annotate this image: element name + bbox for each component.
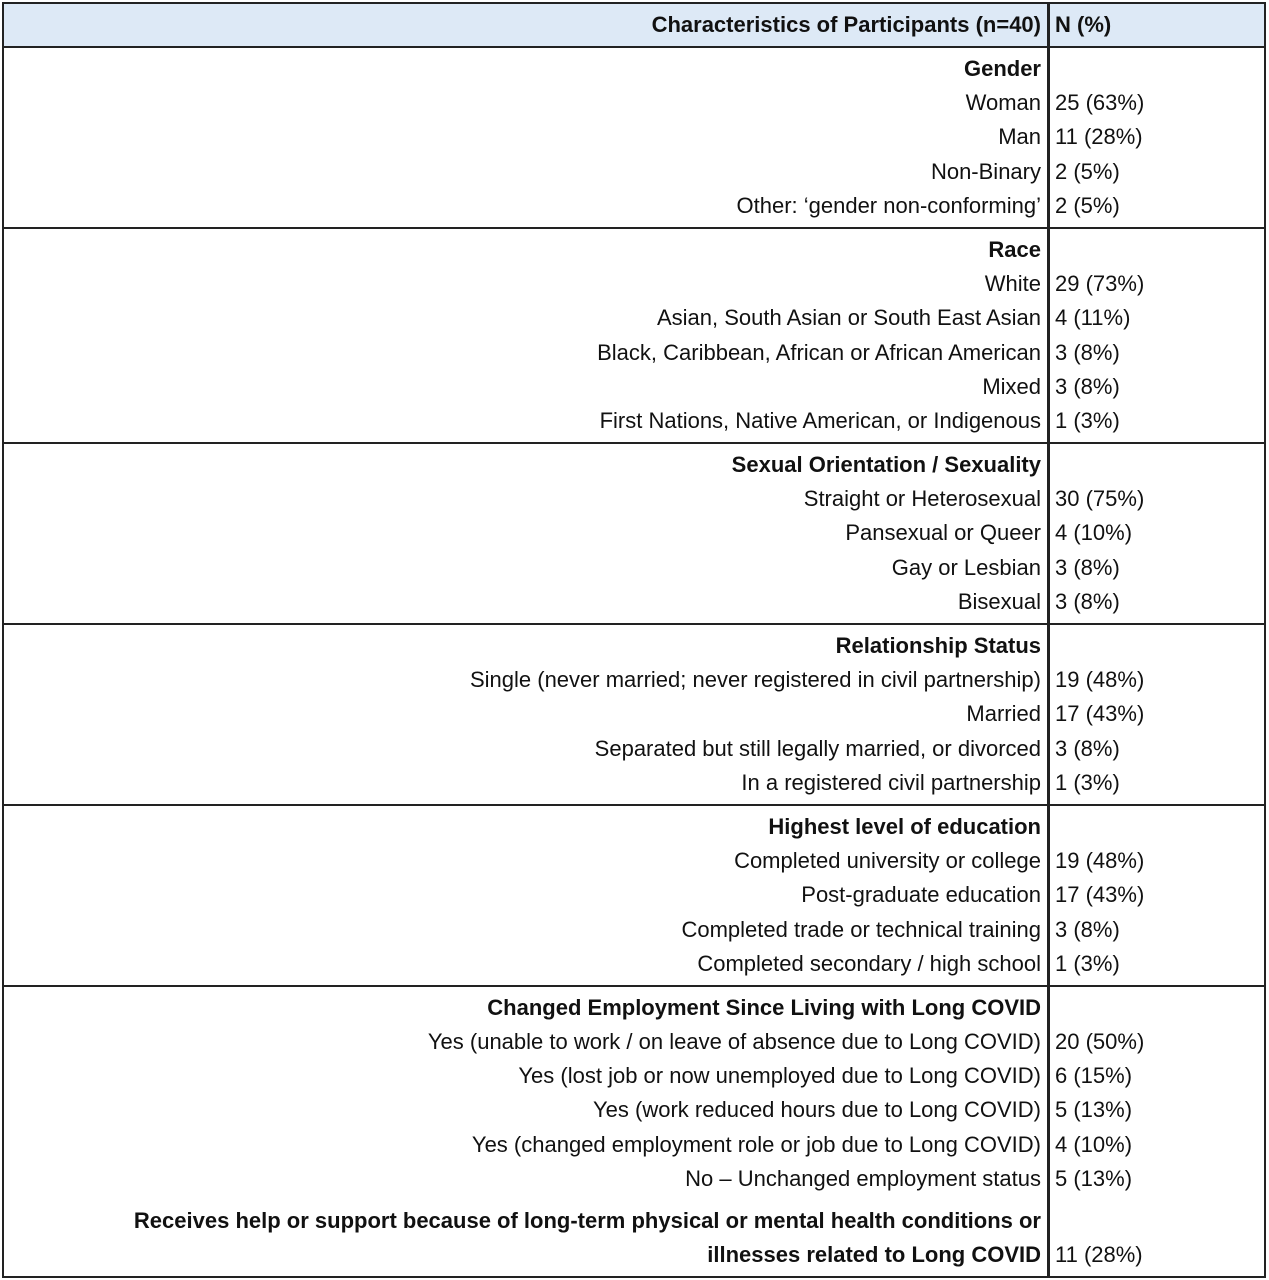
row-value: 4 (10%) — [1055, 520, 1133, 546]
section-labels — [4, 625, 1050, 804]
table-header — [4, 4, 1264, 48]
row-value: 19 (48%) — [1055, 848, 1145, 874]
row-label: First Nations, Native American, or Indigenous — [599, 407, 1041, 433]
row-value: 2 (5%) — [1055, 158, 1120, 184]
row-label: Straight or Heterosexual — [803, 486, 1041, 512]
row-label: Yes (lost job or now unemployed due to Long COVID) — [518, 1063, 1041, 1089]
row-label: Yes (work reduced hours due to Long COVID) — [593, 1097, 1041, 1123]
section-title: Highest level of education — [768, 813, 1041, 839]
section-race — [4, 229, 1264, 444]
section-title: Relationship Status — [835, 633, 1041, 658]
row-label: Non-Binary — [930, 158, 1041, 184]
row-label: Gay or Lesbian — [891, 554, 1041, 580]
row-value: 3 (8%) — [1055, 339, 1120, 365]
table-body — [4, 48, 1264, 1200]
header-characteristics: Characteristics of Participants (n=40) — [4, 4, 1050, 46]
row-value: 5 (13%) — [1055, 1165, 1133, 1191]
row-value: 4 (11%) — [1055, 305, 1131, 331]
row-value: 1 (3%) — [1055, 950, 1120, 976]
row-label: Black, Caribbean, African or African American — [597, 339, 1041, 365]
section-values — [1050, 444, 1264, 623]
row-value: 3 (8%) — [1055, 373, 1120, 399]
section-gender — [4, 48, 1264, 229]
row-value: 3 (8%) — [1055, 588, 1120, 614]
row-label: White — [984, 271, 1041, 297]
section-title: Race — [988, 236, 1041, 262]
section-highest-level-of-education — [4, 806, 1264, 987]
row-value: 11 (28%) — [1055, 124, 1143, 150]
section-values — [1050, 48, 1264, 227]
support-label-line2: illnesses related to Long COVID — [707, 1242, 1041, 1268]
row-value: 5 (13%) — [1055, 1097, 1133, 1123]
section-values — [1050, 625, 1264, 804]
row-value: 25 (63%) — [1055, 90, 1145, 116]
row-label: Man — [998, 124, 1041, 150]
support-label-line1: Receives help or support because of long-term physical or mental health conditions or — [133, 1208, 1041, 1233]
row-value: 17 (43%) — [1055, 882, 1145, 908]
row-value: 3 (8%) — [1055, 554, 1120, 580]
row-label: Married — [966, 701, 1041, 727]
section-values — [1050, 987, 1264, 1200]
section-labels — [4, 229, 1050, 442]
section-labels — [4, 48, 1050, 227]
section-labels — [4, 806, 1050, 985]
row-label: Mixed — [982, 373, 1041, 399]
row-value: 6 (15%) — [1055, 1063, 1133, 1089]
participants-table — [2, 2, 1266, 1278]
row-value: 4 (10%) — [1055, 1131, 1133, 1157]
section-values — [1050, 806, 1264, 985]
section-sexual-orientation-sexuality — [4, 444, 1264, 625]
row-label: Yes (unable to work / on leave of absence due to Long COVID) — [427, 1029, 1041, 1055]
row-label: Completed university or college — [734, 848, 1041, 874]
row-value: 1 (3%) — [1055, 769, 1120, 795]
section-values — [1050, 229, 1264, 442]
section-labels — [4, 444, 1050, 623]
row-value: 1 (3%) — [1055, 407, 1120, 433]
section-relationship-status — [4, 625, 1264, 806]
row-label: Single (never married; never registered in civil partnership) — [469, 667, 1041, 693]
row-label: Other: ‘gender non-conforming’ — [736, 192, 1041, 218]
row-label: Asian, South Asian or South East Asian — [656, 305, 1041, 331]
row-value: 29 (73%) — [1055, 271, 1145, 297]
row-value: 30 (75%) — [1055, 486, 1145, 512]
row-label: No – Unchanged employment status — [685, 1165, 1041, 1191]
row-label: Woman — [965, 90, 1041, 116]
support-label — [4, 1200, 1050, 1276]
support-value-cell — [1050, 1200, 1264, 1276]
row-label: Completed secondary / high school — [697, 950, 1041, 976]
row-label: Completed trade or technical training — [681, 916, 1041, 942]
section-title: Changed Employment Since Living with Long COVID — [487, 994, 1041, 1020]
row-label: In a registered civil partnership — [741, 769, 1041, 795]
row-label: Post-graduate education — [801, 882, 1041, 908]
section-labels — [4, 987, 1050, 1200]
row-value: 17 (43%) — [1055, 701, 1145, 727]
section-changed-employment-since-living-with-long-covid — [4, 987, 1264, 1200]
section-title: Gender — [963, 56, 1041, 81]
row-label: Separated but still legally married, or divorced — [594, 735, 1041, 761]
row-value: 20 (50%) — [1055, 1029, 1145, 1055]
section-title: Sexual Orientation / Sexuality — [731, 452, 1041, 478]
row-value: 3 (8%) — [1055, 735, 1120, 761]
header-n-percent: N (%) — [1055, 12, 1112, 37]
row-value: 3 (8%) — [1055, 916, 1120, 942]
row-value: 2 (5%) — [1055, 192, 1120, 218]
row-label: Bisexual — [957, 588, 1041, 614]
support-value: 11 (28%) — [1055, 1242, 1143, 1268]
section-support — [4, 1200, 1264, 1276]
row-label: Yes (changed employment role or job due to Long COVID) — [471, 1131, 1041, 1157]
row-value: 19 (48%) — [1055, 667, 1145, 693]
row-label: Pansexual or Queer — [845, 520, 1041, 546]
